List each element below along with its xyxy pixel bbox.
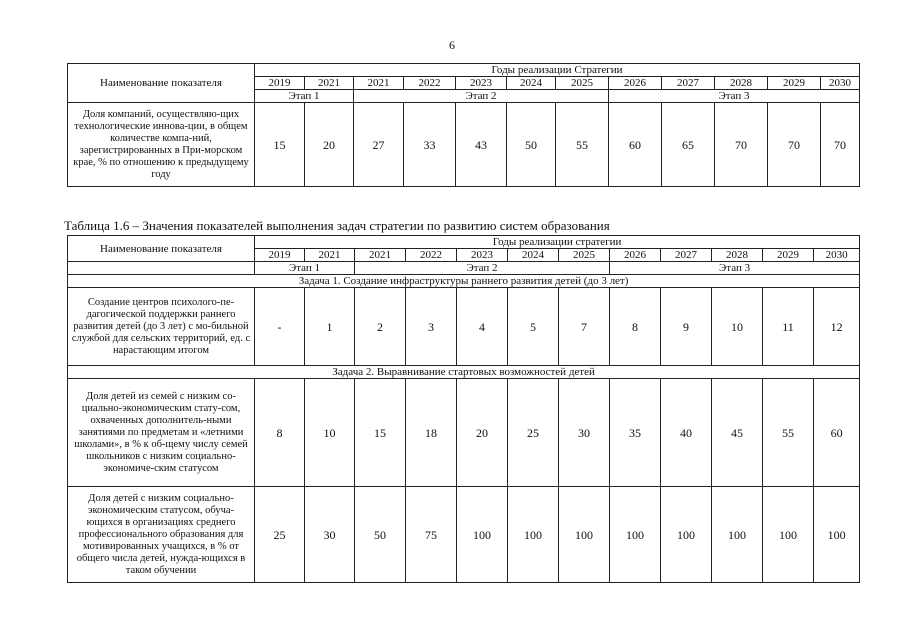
value-cell: 7: [559, 288, 610, 366]
value-cell: 55: [556, 103, 609, 187]
indicator-table-education: [67, 235, 860, 583]
value-cell: 1: [305, 288, 355, 366]
value-cell: 65: [662, 103, 715, 187]
value-cell: 60: [814, 379, 860, 487]
value-cell: 27: [354, 103, 404, 187]
year-cell: 2028: [712, 249, 763, 262]
value-cell: 55: [763, 379, 814, 487]
value-cell: 100: [712, 487, 763, 583]
value-cell: -: [255, 288, 305, 366]
stage-cell: Этап 1: [255, 90, 354, 103]
value-cell: 100: [508, 487, 559, 583]
value-cell: 10: [712, 288, 763, 366]
years-header: Годы реализации стратегии: [255, 236, 860, 249]
value-cell: 70: [768, 103, 821, 187]
value-cell: 75: [406, 487, 457, 583]
value-cell: 70: [821, 103, 860, 187]
stage-cell: Этап 2: [354, 90, 609, 103]
year-cell: 2021: [305, 77, 354, 90]
year-cell: 2021: [355, 249, 406, 262]
indicator-name: Доля детей из семей с низким со-циально-экономическим стату-сом, охваченных дополнитель-ными занятиями по предметам и «летними школами», в % к об-щему числу семей школьников с низким социально-экономиче-ским статусом: [68, 379, 255, 487]
value-cell: 5: [508, 288, 559, 366]
indicator-name: Доля компаний, осуществляю-щих технологические иннова-ции, в общем количестве компа-ний, зарегистрированных в При-морском крае, % по отношению к предыдущему году: [68, 103, 255, 187]
value-cell: 50: [507, 103, 556, 187]
year-cell: 2023: [456, 77, 507, 90]
value-cell: 8: [255, 379, 305, 487]
stage-cell: Этап 3: [609, 90, 860, 103]
value-cell: 10: [305, 379, 355, 487]
value-cell: 9: [661, 288, 712, 366]
year-cell: 2029: [763, 249, 814, 262]
year-cell: 2019: [255, 77, 305, 90]
stage-blank-cell: [68, 262, 255, 275]
value-cell: 100: [763, 487, 814, 583]
year-cell: 2030: [814, 249, 860, 262]
value-cell: 3: [406, 288, 457, 366]
value-cell: 100: [814, 487, 860, 583]
value-cell: 40: [661, 379, 712, 487]
indicator-name: Доля детей с низким социально-экономическим статусом, обуча-ющихся в организациях среднего профессионального образования для мотивированных учащихся, в % от общего числа детей, нужда-ющихся в таком обучении: [68, 487, 255, 583]
indicator-table-innovation: [67, 63, 860, 187]
years-header: Годы реализации Стратегии: [255, 64, 860, 77]
indicator-name: Создание центров психолого-пе-дагогической поддержки раннего развития детей (до 3 лет) с мо-бильной службой для сельских территорий, ед. с нарастающим итогом: [68, 288, 255, 366]
stage-cell: Этап 1: [255, 262, 355, 275]
value-cell: 60: [609, 103, 662, 187]
year-cell: 2024: [507, 77, 556, 90]
value-cell: 30: [559, 379, 610, 487]
value-cell: 100: [457, 487, 508, 583]
year-cell: 2024: [508, 249, 559, 262]
year-cell: 2027: [662, 77, 715, 90]
value-cell: 15: [255, 103, 305, 187]
value-cell: 100: [610, 487, 661, 583]
value-cell: 20: [457, 379, 508, 487]
value-cell: 12: [814, 288, 860, 366]
task-2-row: Задача 2. Выравнивание стартовых возможностей детей: [68, 366, 860, 379]
year-cell: 2022: [406, 249, 457, 262]
value-cell: 33: [404, 103, 456, 187]
value-cell: 20: [305, 103, 354, 187]
year-cell: 2025: [556, 77, 609, 90]
value-cell: 43: [456, 103, 507, 187]
year-cell: 2023: [457, 249, 508, 262]
value-cell: 35: [610, 379, 661, 487]
year-cell: 2021: [305, 249, 355, 262]
task-1-row: Задача 1. Создание инфраструктуры раннего развития детей (до 3 лет): [68, 275, 860, 288]
indicator-header: Наименование показателя: [68, 236, 255, 262]
stage-cell: Этап 3: [610, 262, 860, 275]
value-cell: 100: [559, 487, 610, 583]
page-number: 6: [449, 38, 455, 52]
stage-cell: Этап 2: [355, 262, 610, 275]
indicator-header: Наименование показателя: [68, 64, 255, 103]
value-cell: 25: [508, 379, 559, 487]
year-cell: 2022: [404, 77, 456, 90]
table-caption: Таблица 1.6 – Значения показателей выполнения задач стратегии по развитию систем образования: [64, 218, 610, 233]
value-cell: 8: [610, 288, 661, 366]
year-cell: 2029: [768, 77, 821, 90]
year-cell: 2021: [354, 77, 404, 90]
value-cell: 4: [457, 288, 508, 366]
value-cell: 30: [305, 487, 355, 583]
value-cell: 15: [355, 379, 406, 487]
year-cell: 2025: [559, 249, 610, 262]
year-cell: 2027: [661, 249, 712, 262]
value-cell: 18: [406, 379, 457, 487]
value-cell: 70: [715, 103, 768, 187]
year-cell: 2030: [821, 77, 860, 90]
year-cell: 2019: [255, 249, 305, 262]
value-cell: 25: [255, 487, 305, 583]
value-cell: 100: [661, 487, 712, 583]
value-cell: 11: [763, 288, 814, 366]
value-cell: 50: [355, 487, 406, 583]
year-cell: 2026: [609, 77, 662, 90]
value-cell: 2: [355, 288, 406, 366]
value-cell: 45: [712, 379, 763, 487]
year-cell: 2026: [610, 249, 661, 262]
year-cell: 2028: [715, 77, 768, 90]
